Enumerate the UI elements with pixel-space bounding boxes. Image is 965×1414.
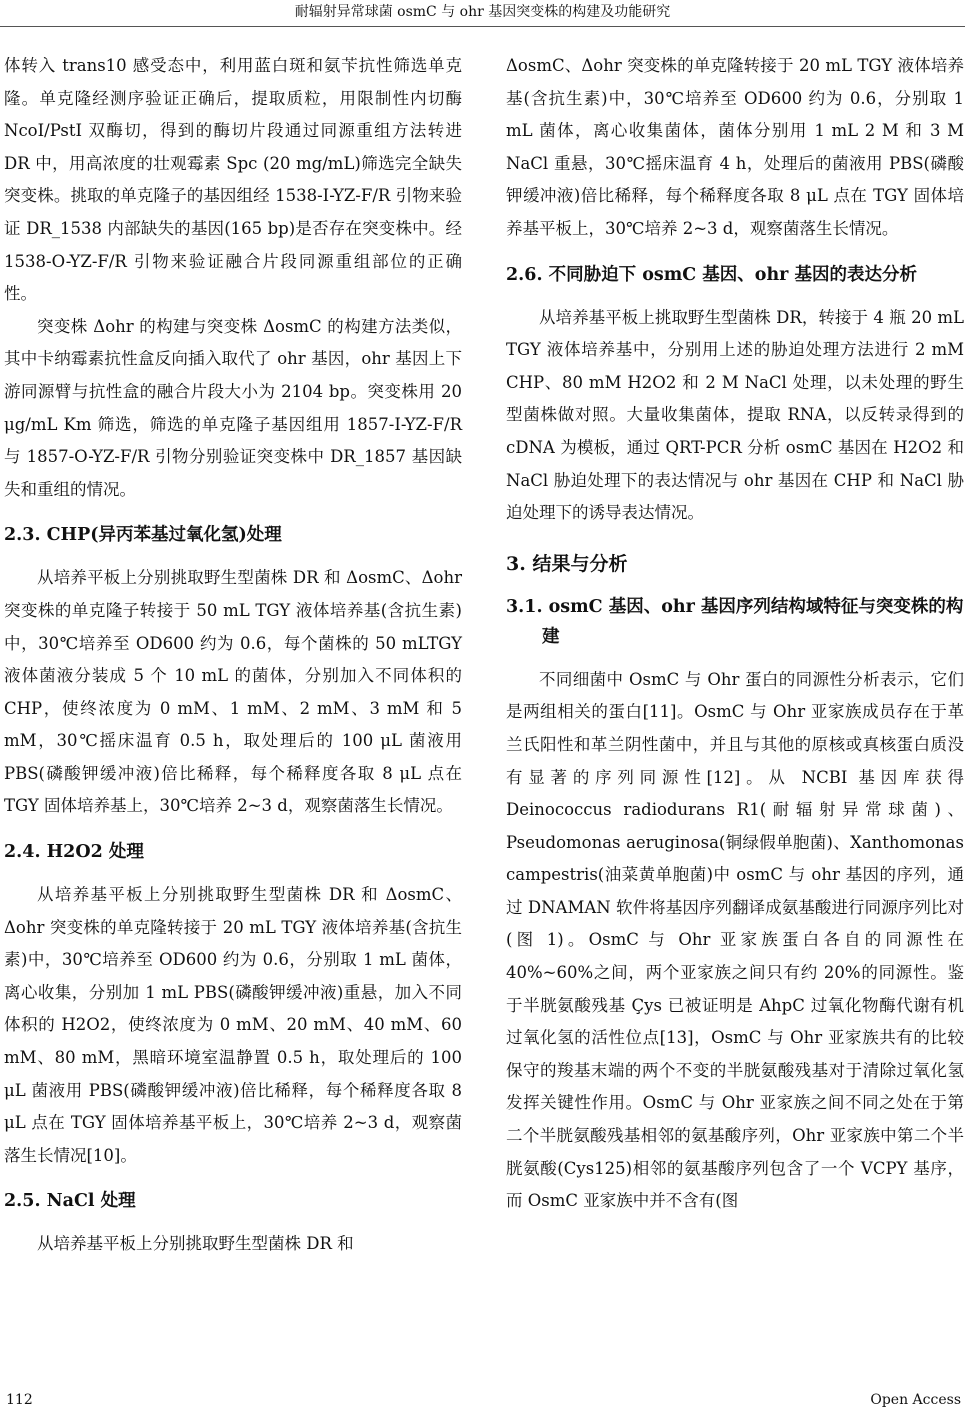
footer-open-access: Open Access xyxy=(870,1392,961,1408)
paragraph-h2o2: 从培养基平板上分别挑取野生型菌株 DR 和 ΔosmC、Δohr 突变株的单克隆转接于 20 mL TGY 液体培养基(含抗生素)中，30℃培养至 OD600 约为 0.6，分别取 1 mL 菌体，离心收集，分别加 1 mL PBS(磷酸钾缓冲液)重悬，加入不同体积的 H2O2，使终浓度为 0 mM、20 mM、40 mM、60 mM、80 mM，黑暗环境室温静置 0.5 h，取处理后的 100 μL 菌液用 PBS(磷酸钾缓冲液)倍比稀释，每个稀释度各取 8 μL 点在 TGY 固体培养基平板上，30℃培养 2~3 d，观察菌落生长情况[10]。 xyxy=(4,885,462,1165)
running-header xyxy=(0,0,965,27)
section-heading-2-6: 2.6. 不同胁迫下 osmC 基因、ohr 基因的表达分析 xyxy=(506,264,917,285)
left-column xyxy=(4,50,462,1261)
paragraph-chp: 从培养平板上分别挑取野生型菌株 DR 和 ΔosmC、Δohr 突变株的单克隆子转接于 50 mL TGY 液体培养基(含抗生素)中，30℃培养至 OD600 约为 0.6，每个菌株的 50 mLTGY 液体菌液分装成 5 个 10 mL 的菌体，分别加入不同体积的 CHP，使终浓度为 0 mM、1 mM、2 mM、3 mM 和 5 mM，30℃摇床温育 0.5 h，取处理后的 100 μL 菌液用 PBS(磷酸钾缓冲液)倍比稀释，每个稀释度各取 8 μL 点在 TGY 固体培养基上，30℃培养 2~3 d，观察菌落生长情况。 xyxy=(4,568,462,816)
paragraph-results: 不同细菌中 OsmC 与 Ohr 蛋白的同源性分析表示，它们是两组相关的蛋白[11]。OsmC 与 Ohr 亚家族成员存在于革兰氏阳性和革兰阴性菌中，并且与其他的原核或真核蛋白质没有显著的序列同源性[12]。从 NCBI 基因库获得 Deinococcus radiodurans R1(耐辐射异常球菌)、Pseudomonas aeruginosa(铜绿假单胞菌)、Xanthomonas campestris(油菜黄单胞菌)中 osmC 与 ohr 基因的序列，通过 DNAMAN 软件将基因序列翻译成氨基酸进行同源序列比对(图 1)。OsmC 与 Ohr 亚家族蛋白各自的同源性在 40%~60%之间，两个亚家族之间只有约 20%的同源性。鉴于半胱氨酸残基 Çys 已被证明是 AhpC 过氧化物酶代谢有机过氧化氢的活性位点[13]，OsmC 与 Ohr 亚家族共有的比较保守的羧基末端的两个不变的半胱氨酸残基对于清除过氧化氢发挥关键性作用。OsmC 与 Ohr 亚家族之间不同之处在于第二个半胱氨酸残基相邻的氨基酸序列，Ohr 亚家族中第二个半胱氨酸(Cys125)相邻的氨基酸序列包含了一个 VCPY 基序，而 OsmC 亚家族中并不含有(图 xyxy=(506,669,964,1211)
paragraph-expression: 从培养基平板上挑取野生型菌株 DR，转接于 4 瓶 20 mL TGY 液体培养基中，分别用上述的胁迫处理方法进行 2 mM CHP、80 mM H2O2 和 2 M NaCl 处理，以未处理的野生型菌株做对照。大量收集菌体，提取 RNA，以反转录得到的 cDNA 为模板，通过 QRT-PCR 分析 osmC 基因在 H2O2 和 NaCl 胁迫处理下的表达情况与 ohr 基因在 CHP 和 NaCl 胁迫处理下的诱导表达情况。 xyxy=(506,307,964,523)
right-column xyxy=(506,50,964,1218)
section-heading-2-3: 2.3. CHP(异丙苯基过氧化氢)处理 xyxy=(4,525,282,546)
section-heading-3-1: 3.1. osmC 基因、ohr 基因序列结构域特征与突变株的构建 xyxy=(506,596,964,647)
header-title: 耐辐射异常球菌 osmC 与 ohr 基因突变株的构建及功能研究 xyxy=(294,4,671,20)
paragraph-nacl-cont: ΔosmC、Δohr 突变株的单克隆转接于 20 mL TGY 液体培养基(含抗生素)中，30℃培养至 OD600 约为 0.6，分别取 1 mL 菌体，离心收集菌体，菌体分别用 1 mL 2 M 和 3 M NaCl 重悬，30℃摇床温育 4 h，处理后的菌液用 PBS(磷酸钾缓冲液)倍比稀释，每个稀释度各取 8 μL 点在 TGY 固体培养基平板上，30℃培养 2~3 d，观察菌落生长情况。 xyxy=(506,56,964,238)
page-footer xyxy=(0,1392,965,1412)
section-heading-2-5: 2.5. NaCl 处理 xyxy=(4,1191,136,1212)
section-heading-3: 3. 结果与分析 xyxy=(506,552,628,575)
paragraph-left-2: 突变株 Δohr 的构建与突变株 ΔosmC 的构建方法类似，其中卡纳霉素抗性盒反向插入取代了 ohr 基因，ohr 基因上下游同源臂与抗性盒的融合片段大小为 2104 bp。突变株用 20 μg/mL Km 筛选，筛选的单克隆子基因组用 1857-I-YZ-F/R 与 1857-O-YZ-F/R 引物分别验证突变株中 DR_1857 基因缺失和重组的情况。 xyxy=(4,316,462,499)
page-number: 112 xyxy=(6,1392,33,1408)
paragraph-nacl-start: 从培养基平板上分别挑取野生型菌株 DR 和 xyxy=(37,1234,354,1254)
section-heading-2-4: 2.4. H2O2 处理 xyxy=(4,842,144,863)
paragraph-left-1: 体转入 trans10 感受态中，利用蓝白斑和氨苄抗性筛选单克隆。单克隆经测序验证正确后，提取质粒，用限制性内切酶 NcoI/PstI 双酶切，得到的酶切片段通过同源重组方法转进 DR 中，用高浓度的壮观霉素 Spc (20 mg/mL)筛选完全缺失突变株。挑取的单克隆子的基因组经 1538-I-YZ-F/R 引物来验证 DR_1538 内部缺失的基因(165 bp)是否存在突变株中。经 1538-O-YZ-F/R 引物来验证融合片段同源重组部位的正确性。 xyxy=(4,56,462,304)
